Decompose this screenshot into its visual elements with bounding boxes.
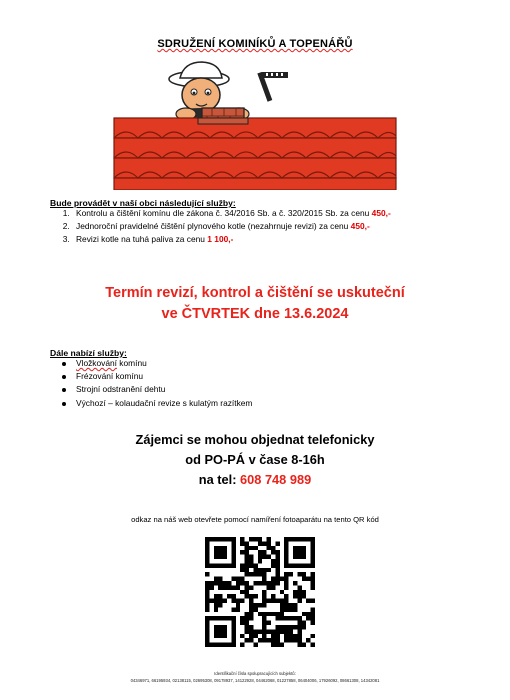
page-title: SDRUŽENÍ KOMINÍKŮ A TOPENÁŘŮ	[157, 38, 353, 50]
price: 1 100,-	[207, 234, 234, 245]
footer-label: Identifikační čísla spolupracujících subjektů:	[214, 671, 296, 676]
list-item: 1. Kontrolu a čištění komínu dle zákona č. 34/2016 Sb. a č. 320/2015 Sb. za cenu 450,-	[72, 207, 510, 220]
services-heading: Bude provádět v naší obci následující služby:	[50, 198, 236, 208]
qr-code-icon[interactable]	[205, 537, 315, 647]
contact-line-2: od PO-PÁ v čase 8-16h	[185, 452, 325, 467]
contact-line-1: Zájemci se mohou objednat telefonicky	[135, 432, 375, 447]
list-item: 2. Jednoroční pravidelné čištění plynového kotle (nezahrnuje revizi) za cenu 450,-	[72, 220, 510, 233]
list-item: Vložkování komínu	[76, 357, 252, 370]
list-item: Strojní odstranění dehtu	[76, 383, 252, 396]
qr-note: odkaz na náš web otevřete pomocí namíření fotoaparátu na tento QR kód	[131, 515, 379, 524]
list-item: Frézování komínu	[76, 370, 252, 383]
list-item: Výchozí – kolaudační revize s kulatým razítkem	[76, 397, 252, 410]
price: 450,-	[350, 221, 370, 232]
contact-line-3: na tel: 608 748 989	[198, 472, 312, 487]
footer-ids: 04346971, 66195934, 02138115, 02695308, 09178937, 14122928, 04462068, 01227858, 06404006, 17926092, 08661308, 14342081	[130, 678, 380, 683]
appointment-term	[0, 283, 510, 325]
term-line-2: ve ČTVRTEK dne 13.6.2024	[161, 306, 349, 322]
phone-number[interactable]: 608 748 989	[240, 472, 312, 487]
more-services-heading: Dále nabízí služby:	[50, 348, 127, 358]
list-item: 3. Revizi kotle na tuhá paliva za cenu 1 100,-	[72, 233, 510, 246]
price: 450,-	[371, 208, 391, 218]
chimney-sweep-on-roof-icon	[112, 58, 398, 190]
services-list	[50, 207, 510, 247]
more-services-list	[50, 357, 252, 410]
term-line-1: Termín revizí, kontrol a čištění se uskuteční	[105, 285, 405, 301]
contact-block	[0, 430, 510, 490]
